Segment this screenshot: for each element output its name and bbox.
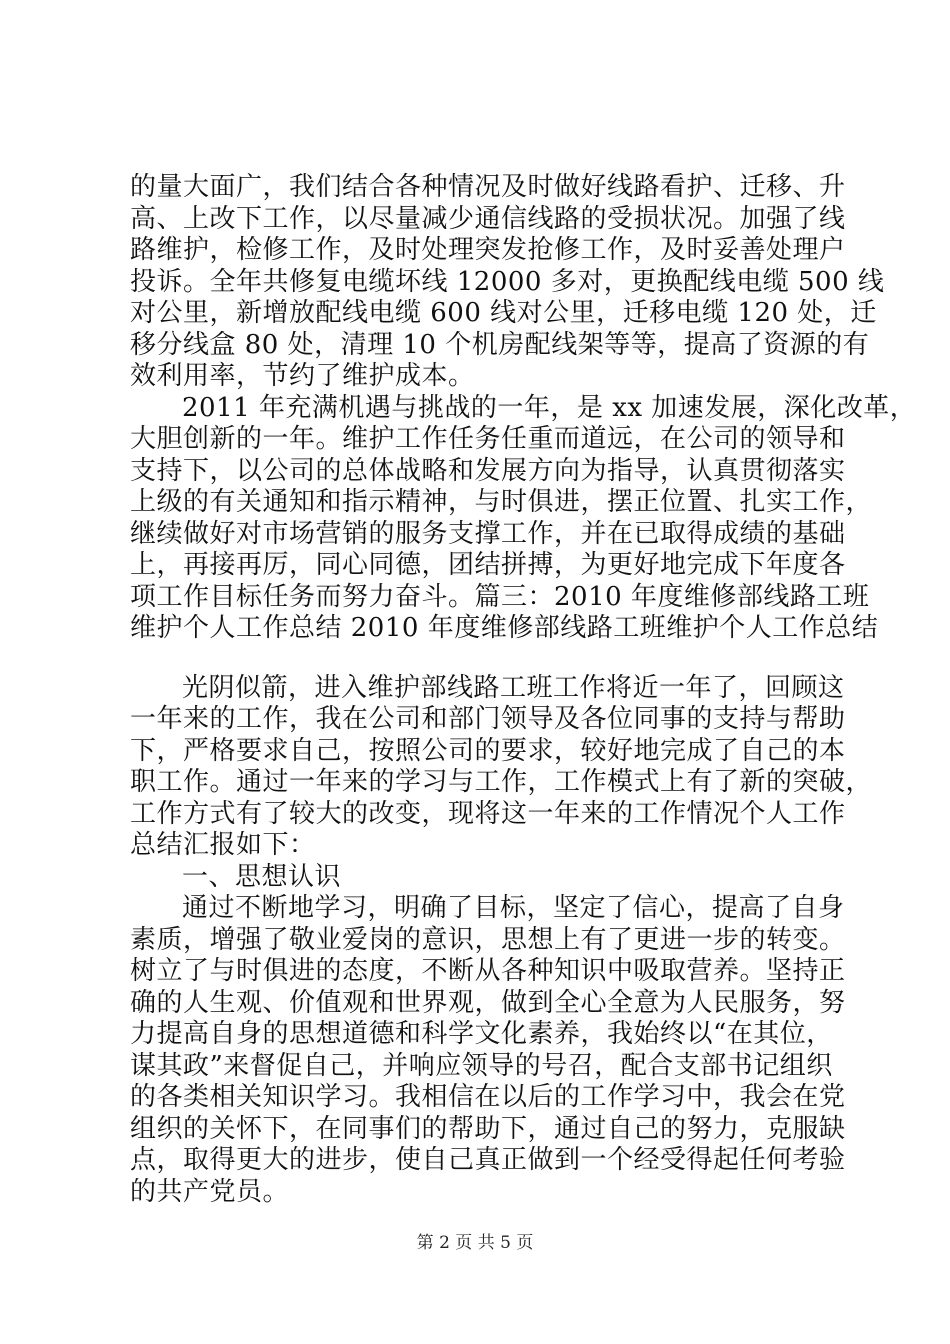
text-line: 上级的有关通知和指示精神，与时俱进，摆正位置、扎实工作， bbox=[130, 487, 873, 517]
text-line: 力提高自身的思想道德和科学文化素养，我始终以“在其位， bbox=[130, 1019, 833, 1049]
text-line: 支持下，以公司的总体战略和发展方向为指导，认真贯彻落实 bbox=[130, 456, 846, 486]
text-line: 下，严格要求自己，按照公司的要求，较好地完成了自己的本 bbox=[130, 736, 846, 766]
text-line: 投诉。全年共修复电缆坏线 12000 多对，更换配线电缆 500 线 bbox=[130, 267, 885, 297]
text-line: 树立了与时俱进的态度，不断从各种知识中吸取营养。坚持正 bbox=[130, 956, 846, 986]
text-line: 的各类相关知识学习。我相信在以后的工作学习中，我会在党 bbox=[130, 1082, 846, 1112]
text-line: 的量大面广，我们结合各种情况及时做好线路看护、迁移、升 bbox=[130, 172, 846, 202]
text-line: 继续做好对市场营销的服务支撑工作，并在已取得成绩的基础 bbox=[130, 519, 846, 549]
section-heading: 一、思想认识 bbox=[182, 862, 342, 892]
text-line: 对公里，新增放配线电缆 600 线对公里，迁移电缆 120 处，迁 bbox=[130, 298, 877, 328]
page-footer: 第 2 页 共 5 页 bbox=[416, 1233, 534, 1253]
text-line: 职工作。通过一年来的学习与工作，工作模式上有了新的突破， bbox=[130, 767, 873, 797]
text-line: 路维护，检修工作，及时处理突发抢修工作，及时妥善处理户 bbox=[130, 235, 846, 265]
text-line: 高、上改下工作，以尽量减少通信线路的受损状况。加强了线 bbox=[130, 204, 846, 234]
text-line: 组织的关怀下，在同事们的帮助下，通过自己的努力，克服缺 bbox=[130, 1114, 846, 1144]
paragraph-first-line: 2011 年充满机遇与挑战的一年，是 xx 加速发展，深化改革， bbox=[182, 393, 917, 423]
text-line: 上，再接再厉，同心同德，团结拼搏，为更好地完成下年度各 bbox=[130, 550, 846, 580]
text-line: 谋其政”来督促自己，并响应领导的号召，配合支部书记组织 bbox=[130, 1051, 833, 1081]
text-line: 移分线盒 80 处，清理 10 个机房配线架等等，提高了资源的有 bbox=[130, 330, 870, 360]
text-line: 大胆创新的一年。维护工作任务任重而道远，在公司的领导和 bbox=[130, 424, 846, 454]
text-line: 一年来的工作，我在公司和部门领导及各位同事的支持与帮助 bbox=[130, 704, 846, 734]
text-line: 效利用率，节约了维护成本。 bbox=[130, 361, 475, 391]
text-line: 工作方式有了较大的改变，现将这一年来的工作情况个人工作 bbox=[130, 799, 846, 829]
text-line: 项工作目标任务而努力奋斗。篇三：2010 年度维修部线路工班 bbox=[130, 582, 870, 612]
text-line: 总结汇报如下： bbox=[130, 830, 316, 860]
text-line: 的共产党员。 bbox=[130, 1177, 290, 1207]
text-line: 点，取得更大的进步，使自己真正做到一个经受得起任何考验 bbox=[130, 1145, 846, 1175]
text-line: 确的人生观、价值观和世界观，做到全心全意为人民服务，努 bbox=[130, 988, 846, 1018]
paragraph-first-line: 光阴似箭，进入维护部线路工班工作将近一年了，回顾这 bbox=[182, 673, 845, 703]
text-line: 维护个人工作总结 2010 年度维修部线路工班维护个人工作总结 bbox=[130, 613, 879, 643]
paragraph-first-line: 通过不断地学习，明确了目标，坚定了信心，提高了自身 bbox=[182, 893, 845, 923]
text-line: 素质，增强了敬业爱岗的意识，思想上有了更进一步的转变。 bbox=[130, 925, 846, 955]
